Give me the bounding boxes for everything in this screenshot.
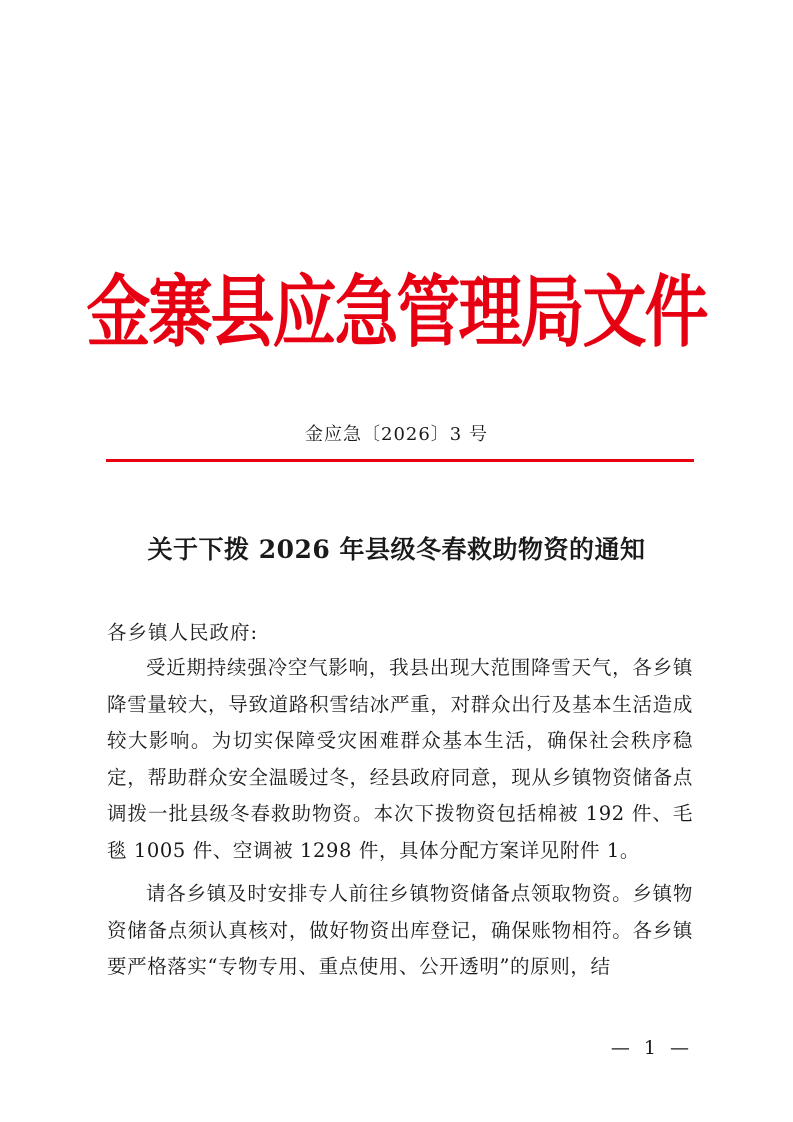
red-divider-line (106, 459, 694, 462)
document-number: 金应急〔2026〕3 号 (305, 424, 488, 445)
page-number: — 1 — (610, 1037, 693, 1059)
body-paragraph-1: 受近期持续强冷空气影响，我县出现大范围降雪天气，各乡镇降雪量较大，导致道路积雪结冰严重，对群众出行及基本生活造成较大影响。为切实保障受灾困难群众基本生活，确保社会秩序稳定，帮助群众安全温暖过冬，经县政府同意，现从乡镇物资储备点调拨一批县级冬春救助物资。本次下拨物资包括棉被 192 件、毛毯 1005 件、空调被 1298 件，具体分配方案详见附件 1。 (107, 656, 693, 862)
body-paragraph-2: 请各乡镇及时安排专人前往乡镇物资储备点领取物资。乡镇物资储备点须认真核对，做好物资出库登记，确保账物相符。各乡镇要严格落实“专物专用、重点使用、公开透明”的原则，结 (107, 882, 693, 978)
notice-title: 关于下拨 2026 年县级冬春救助物资的通知 (147, 535, 646, 564)
salutation: 各乡镇人民政府: (107, 621, 259, 644)
masthead-title: 金寨县应急管理局文件 (86, 268, 707, 359)
